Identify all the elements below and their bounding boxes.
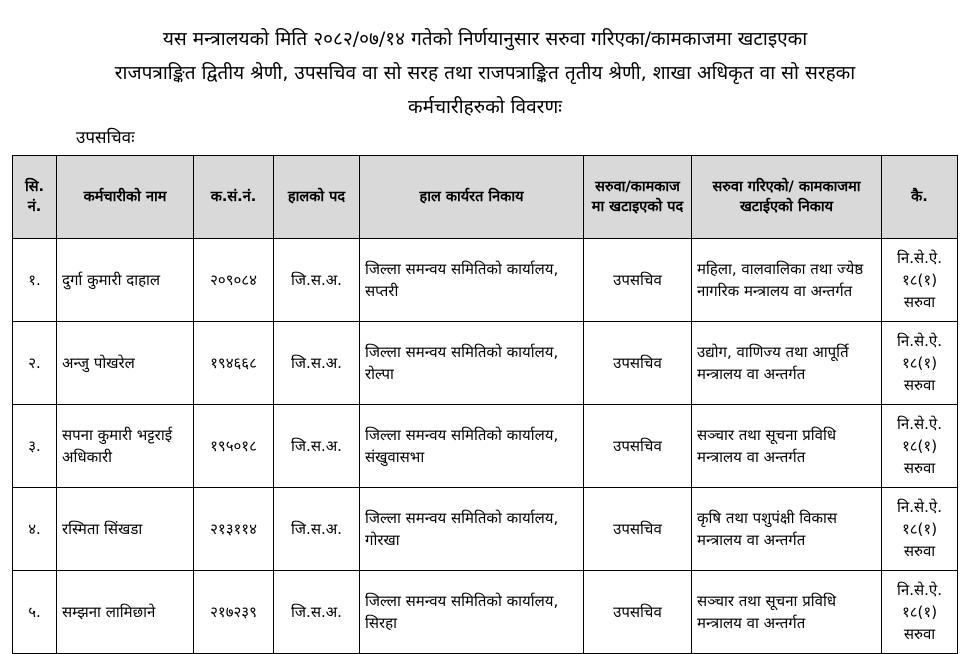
cell-remarks: नि.से.ऐ. १८(१) सरुवा [882, 405, 958, 488]
cell-remarks: नि.से.ऐ. १८(१) सरुवा [882, 239, 958, 322]
cell-remarks: नि.से.ऐ. १८(१) सरुवा [882, 322, 958, 405]
transfer-table [12, 155, 958, 654]
heading-line-3: कर्मचारीहरुको विवरणः [407, 96, 563, 118]
document-heading [40, 22, 930, 124]
header-transfer-post: सरुवा/कामकाज मा खटाइएको पद [584, 156, 692, 239]
cell-sn: १. [13, 239, 57, 322]
cell-post: जि.स.अ. [274, 322, 360, 405]
cell-ksn: २१७२३९ [194, 571, 274, 654]
table-row [13, 239, 958, 322]
header-remarks: कै. [882, 156, 958, 239]
cell-name: सपना कुमारी भट्टराई अधिकारी [57, 405, 194, 488]
table-body [13, 239, 958, 654]
cell-transfer-post: उपसचिव [584, 239, 692, 322]
cell-remarks: नि.से.ऐ. १८(१) सरुवा [882, 571, 958, 654]
cell-name: अन्जु पोखरेल [57, 322, 194, 405]
cell-transfer-post: उपसचिव [584, 488, 692, 571]
cell-office: जिल्ला समन्वय समितिको कार्यालय, सप्तरी [360, 239, 584, 322]
cell-transfer-post: उपसचिव [584, 322, 692, 405]
cell-ksn: २१३११४ [194, 488, 274, 571]
cell-ksn: १९५०१८ [194, 405, 274, 488]
cell-office: जिल्ला समन्वय समितिको कार्यालय, संखुवासभा [360, 405, 584, 488]
heading-line-2: राजपत्राङ्कित द्वितीय श्रेणी, उपसचिव वा सो सरह तथा राजपत्राङ्कित तृतीय श्रेणी, शाखा अधिकृत वा सो सरहका [114, 62, 856, 84]
header-post: हालको पद [274, 156, 360, 239]
table-row [13, 488, 958, 571]
cell-remarks: नि.से.ऐ. १८(१) सरुवा [882, 488, 958, 571]
cell-post: जि.स.अ. [274, 405, 360, 488]
cell-ksn: १९४६६८ [194, 322, 274, 405]
cell-post: जि.स.अ. [274, 571, 360, 654]
header-name: कर्मचारीको नाम [57, 156, 194, 239]
cell-sn: ५. [13, 571, 57, 654]
header-sn: सि. नं. [13, 156, 57, 239]
cell-transfer-office: महिला, वालवालिका तथा ज्येष्ठ नागरिक मन्त्रालय वा अन्तर्गत [692, 239, 882, 322]
header-row [13, 156, 958, 239]
cell-sn: ४. [13, 488, 57, 571]
cell-name: दुर्गा कुमारी दाहाल [57, 239, 194, 322]
table-row [13, 322, 958, 405]
cell-office: जिल्ला समन्वय समितिको कार्यालय, सिरहा [360, 571, 584, 654]
cell-transfer-office: कृषि तथा पशुपंक्षी विकास मन्त्रालय वा अन्तर्गत [692, 488, 882, 571]
header-transfer-office: सरुवा गरिएको/ कामकाजमा खटाईएको निकाय [692, 156, 882, 239]
cell-transfer-post: उपसचिव [584, 571, 692, 654]
cell-name: सम्झना लामिछाने [57, 571, 194, 654]
table-row [13, 405, 958, 488]
cell-sn: २. [13, 322, 57, 405]
header-ksn: क.सं.नं. [194, 156, 274, 239]
cell-sn: ३. [13, 405, 57, 488]
heading-line-1: यस मन्त्रालयको मिति २०८२/०७/१४ गतेको निर्णयानुसार सरुवा गरिएका/कामकाजमा खटाइएका [162, 28, 808, 50]
table-row [13, 571, 958, 654]
cell-transfer-office: उद्योग, वाणिज्य तथा आपूर्ति मन्त्रालय वा अन्तर्गत [692, 322, 882, 405]
cell-post: जि.स.अ. [274, 239, 360, 322]
cell-transfer-office: सञ्चार तथा सूचना प्रविधि मन्त्रालय वा अन्तर्गत [692, 571, 882, 654]
table-header [13, 156, 958, 239]
cell-ksn: २०९०८४ [194, 239, 274, 322]
cell-post: जि.स.अ. [274, 488, 360, 571]
section-label: उपसचिवः [76, 128, 135, 148]
header-office: हाल कार्यरत निकाय [360, 156, 584, 239]
cell-office: जिल्ला समन्वय समितिको कार्यालय, गोरखा [360, 488, 584, 571]
cell-transfer-post: उपसचिव [584, 405, 692, 488]
cell-transfer-office: सञ्चार तथा सूचना प्रविधि मन्त्रालय वा अन्तर्गत [692, 405, 882, 488]
cell-office: जिल्ला समन्वय समितिको कार्यालय, रोल्पा [360, 322, 584, 405]
cell-name: रस्मिता सिंखडा [57, 488, 194, 571]
